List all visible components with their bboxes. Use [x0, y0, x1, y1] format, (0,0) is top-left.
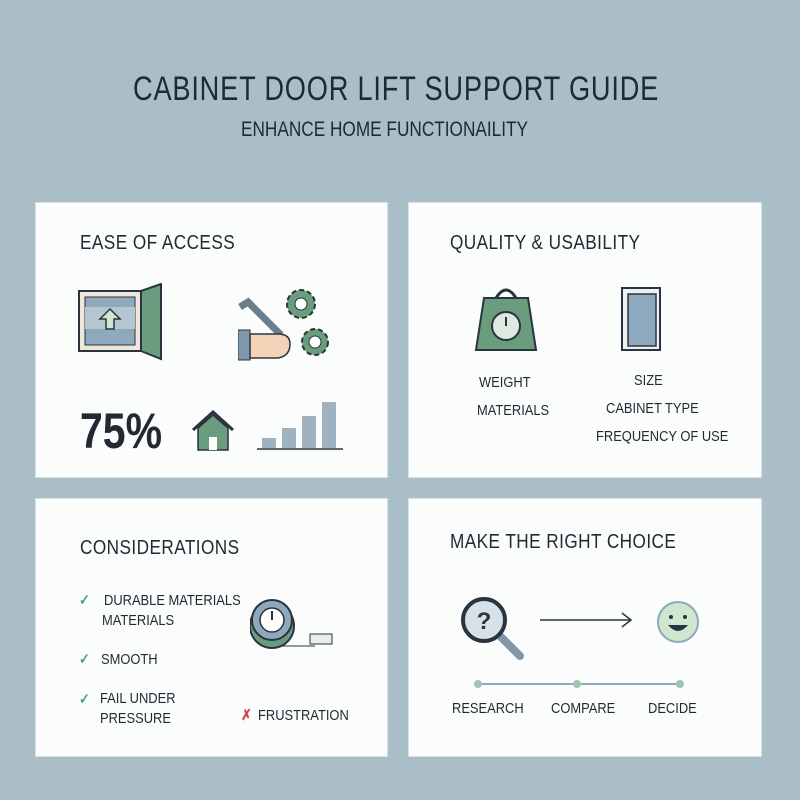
check-icon: ✓ [79, 651, 90, 668]
wrench-gears-icon [238, 282, 338, 362]
check-icon: ✓ [79, 592, 90, 609]
quality-item: WEIGHT [479, 374, 531, 391]
search-question-icon [458, 594, 528, 664]
tape-measure-icon [250, 598, 334, 658]
consideration-item: SMOOTH [101, 651, 158, 668]
cross-icon: ✗ [241, 707, 252, 724]
svg-text:?: ? [476, 608, 492, 635]
considerations-heading: CONSIDERATIONS [80, 537, 240, 559]
ease-stat: 75% [80, 403, 163, 459]
consideration-item: MATERIALS [102, 612, 175, 629]
quality-item: SIZE [634, 372, 663, 389]
consideration-item: FAIL UNDER [100, 690, 176, 707]
bar-chart-icon [255, 400, 345, 452]
check-icon: ✓ [79, 691, 90, 708]
quality-heading: QUALITY & USABILITY [450, 232, 641, 254]
home-icon [190, 410, 236, 452]
page-title: CABINET DOOR LIFT SUPPORT GUIDE [133, 70, 660, 108]
consideration-item: DURABLE MATERIALS [104, 592, 241, 609]
cabinet-door-icon [620, 286, 664, 352]
page-subtitle: ENHANCE HOME FUNCTIONAILITY [241, 118, 529, 141]
quality-item: CABINET TYPE [606, 400, 699, 417]
cabinet-lift-icon [78, 283, 168, 361]
quality-item: MATERIALS [477, 402, 550, 419]
progress-timeline [470, 677, 690, 691]
choice-heading: MAKE THE RIGHT CHOICE [450, 531, 677, 553]
consideration-item: PRESSURE [100, 710, 171, 727]
step-label: RESEARCH [452, 700, 524, 717]
smiley-icon [656, 600, 700, 644]
quality-item: FREQUENCY OF USE [596, 428, 729, 445]
step-label: COMPARE [551, 700, 616, 717]
consideration-negative: FRUSTRATION [258, 707, 349, 724]
ease-heading: EASE OF ACCESS [80, 232, 236, 254]
step-label: DECIDE [648, 700, 697, 717]
weight-scale-icon [470, 284, 542, 356]
arrow-right-icon [538, 610, 634, 630]
